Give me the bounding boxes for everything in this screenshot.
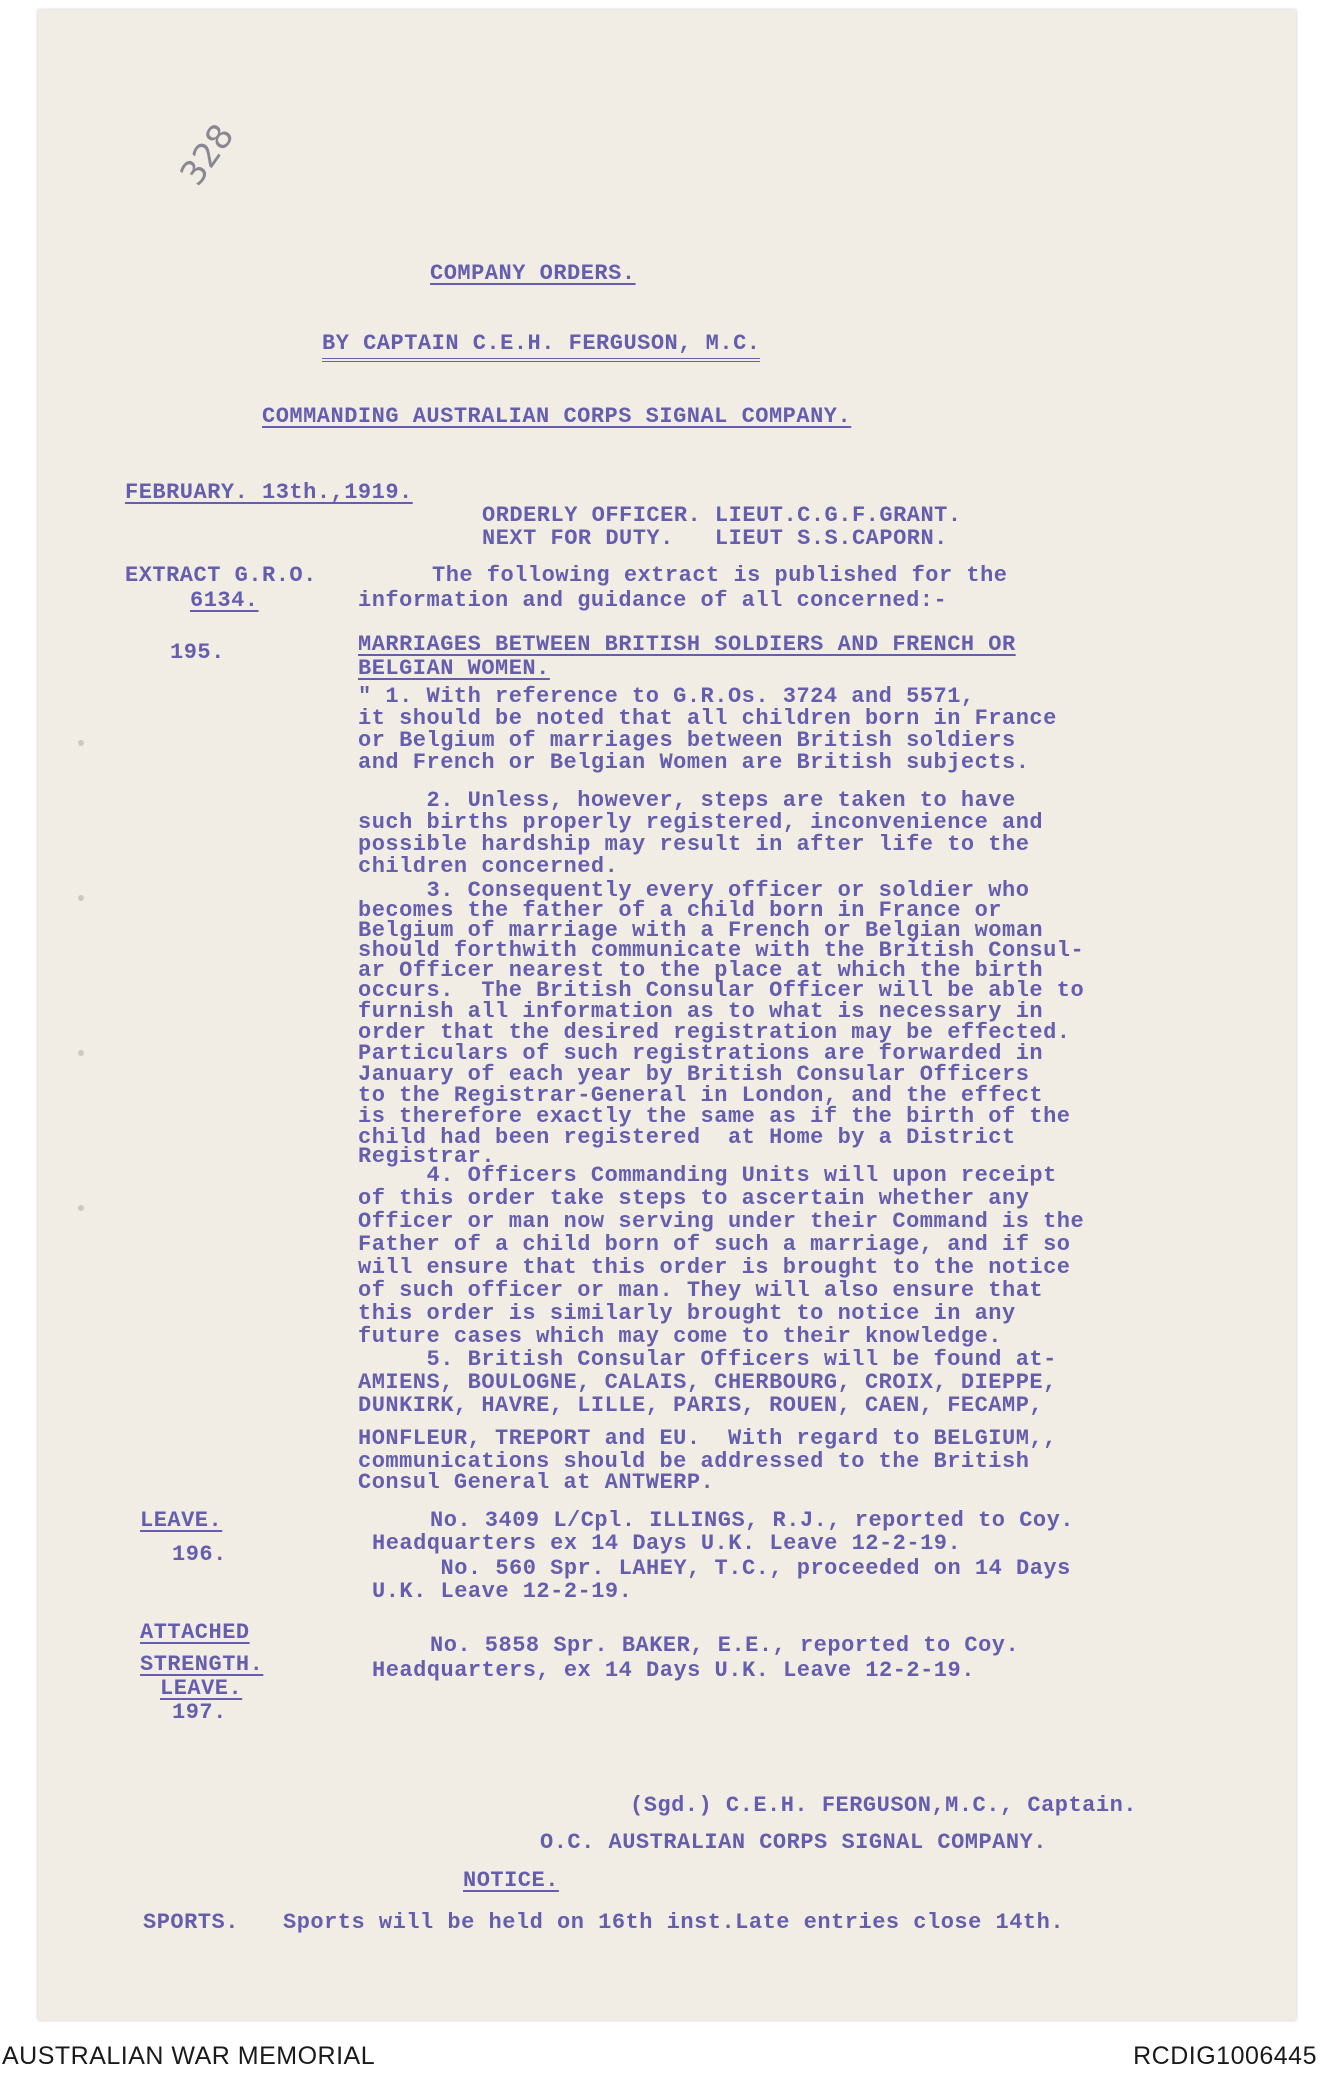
paragraph-line: child had been registered at Home by a District bbox=[358, 1125, 1016, 1150]
leave-line: U.K. Leave 12-2-19. bbox=[372, 1579, 633, 1604]
paragraph-line: is therefore exactly the same as if the birth of the bbox=[358, 1104, 1071, 1129]
document-title: COMPANY ORDERS. bbox=[430, 261, 636, 286]
paragraph-line: ar Officer nearest to the place at which the birth bbox=[358, 958, 1044, 983]
leave-line: Headquarters ex 14 Days U.K. Leave 12-2-19. bbox=[372, 1531, 962, 1556]
paragraph-line: 4. Officers Commanding Units will upon receipt bbox=[358, 1163, 1057, 1188]
leave-line: No. 560 Spr. LAHEY, T.C., proceeded on 14 Days bbox=[372, 1556, 1071, 1581]
notice-heading: NOTICE. bbox=[463, 1868, 559, 1893]
item-number: 195. bbox=[170, 640, 225, 665]
orderly-officer: ORDERLY OFFICER. LIEUT.C.G.F.GRANT. bbox=[482, 503, 962, 528]
paragraph-line: January of each year by British Consular Officers bbox=[358, 1062, 1030, 1087]
attached-label: LEAVE. bbox=[160, 1676, 243, 1701]
paragraph-line: will ensure that this order is brought to the notice bbox=[358, 1255, 1071, 1280]
leave-line: No. 3409 L/Cpl. ILLINGS, R.J., reported to Coy. bbox=[430, 1508, 1075, 1533]
paragraph-line: Particulars of such registrations are forwarded in bbox=[358, 1041, 1044, 1066]
paragraph-line: order that the desired registration may be effected. bbox=[358, 1020, 1071, 1045]
section-heading: BELGIAN WOMEN. bbox=[358, 656, 550, 681]
paragraph-line: such births properly registered, inconvenience and bbox=[358, 810, 1044, 835]
folio-number: 328 bbox=[172, 116, 243, 194]
paragraph-line: DUNKIRK, HAVRE, LILLE, PARIS, ROUEN, CAEN, FECAMP, bbox=[358, 1393, 1044, 1418]
paragraph-line: of such officer or man. They will also ensure that bbox=[358, 1278, 1044, 1303]
attached-number: 197. bbox=[172, 1700, 227, 1725]
paragraph-line: of this order take steps to ascertain whether any bbox=[358, 1186, 1030, 1211]
paragraph-line: it should be noted that all children born in France bbox=[358, 706, 1057, 731]
paragraph-line: Father of a child born of such a marriage, and if so bbox=[358, 1232, 1071, 1257]
binding-hole bbox=[78, 1205, 84, 1211]
extract-intro-line: The following extract is published for the bbox=[432, 563, 1008, 588]
extract-label: EXTRACT G.R.O. bbox=[125, 563, 317, 588]
signature-unit: O.C. AUSTRALIAN CORPS SIGNAL COMPANY. bbox=[540, 1830, 1047, 1855]
order-date: FEBRUARY. 13th.,1919. bbox=[125, 480, 413, 505]
attached-line: Headquarters, ex 14 Days U.K. Leave 12-2-19. bbox=[372, 1658, 975, 1683]
paragraph-line: children concerned. bbox=[358, 854, 619, 879]
paragraph-line: becomes the father of a child born in France or bbox=[358, 898, 1003, 923]
paragraph-line: should forthwith communicate with the British Consul- bbox=[358, 938, 1085, 963]
paragraph-line: possible hardship may result in after life to the bbox=[358, 832, 1030, 857]
binding-hole bbox=[78, 1050, 84, 1056]
paragraph-line: " 1. With reference to G.R.Os. 3724 and 5571, bbox=[358, 684, 975, 709]
attached-label: ATTACHED bbox=[140, 1620, 250, 1645]
sports-label: SPORTS. bbox=[143, 1910, 239, 1935]
binding-hole bbox=[78, 895, 84, 901]
paragraph-line: communications should be addressed to the British bbox=[358, 1449, 1030, 1474]
paragraph-line: future cases which may come to their knowledge. bbox=[358, 1324, 1003, 1349]
paragraph-line: 3. Consequently every officer or soldier who bbox=[358, 878, 1030, 903]
footer-credit: AUSTRALIAN WAR MEMORIAL bbox=[2, 2042, 376, 2070]
leave-label: LEAVE. bbox=[140, 1508, 223, 1533]
paragraph-line: occurs. The British Consular Officer will be able to bbox=[358, 978, 1085, 1003]
next-for-duty: NEXT FOR DUTY. LIEUT S.S.CAPORN. bbox=[482, 526, 948, 551]
paragraph-line: AMIENS, BOULOGNE, CALAIS, CHERBOURG, CROIX, DIEPPE, bbox=[358, 1370, 1057, 1395]
paragraph-line: or Belgium of marriages between British soldiers bbox=[358, 728, 1016, 753]
extract-intro-line: information and guidance of all concerned:- bbox=[358, 588, 948, 613]
paragraph-line: and French or Belgian Women are British subjects. bbox=[358, 750, 1030, 775]
paragraph-line: Officer or man now serving under their Command is the bbox=[358, 1209, 1085, 1234]
paragraph-line: Consul General at ANTWERP. bbox=[358, 1470, 715, 1495]
sports-text: Sports will be held on 16th inst.Late entries close 14th. bbox=[283, 1910, 1065, 1935]
signature: (Sgd.) C.E.H. FERGUSON,M.C., Captain. bbox=[630, 1793, 1137, 1818]
attached-label: STRENGTH. bbox=[140, 1652, 264, 1677]
section-heading: MARRIAGES BETWEEN BRITISH SOLDIERS AND FRENCH OR bbox=[358, 632, 1016, 657]
paragraph-line: Registrar. bbox=[358, 1144, 496, 1169]
by-line: BY CAPTAIN C.E.H. FERGUSON, M.C. bbox=[322, 333, 760, 362]
paragraph-line: 5. British Consular Officers will be found at- bbox=[358, 1347, 1057, 1372]
extract-number: 6134. bbox=[190, 588, 259, 613]
footer-id: RCDIG1006445 bbox=[1133, 2042, 1317, 2070]
paragraph-line: HONFLEUR, TREPORT and EU. With regard to BELGIUM,, bbox=[358, 1426, 1057, 1451]
paragraph-line: Belgium of marriage with a French or Belgian woman bbox=[358, 918, 1044, 943]
paragraph-line: to the Registrar-General in London, and the effect bbox=[358, 1083, 1044, 1108]
paragraph-line: furnish all information as to what is necessary in bbox=[358, 999, 1044, 1024]
commanding-line: COMMANDING AUSTRALIAN CORPS SIGNAL COMPANY. bbox=[262, 404, 852, 429]
attached-line: No. 5858 Spr. BAKER, E.E., reported to Coy. bbox=[430, 1633, 1020, 1658]
leave-number: 196. bbox=[172, 1542, 227, 1567]
paragraph-line: this order is similarly brought to notice in any bbox=[358, 1301, 1016, 1326]
paragraph-line: 2. Unless, however, steps are taken to have bbox=[358, 788, 1016, 813]
binding-hole bbox=[78, 740, 84, 746]
